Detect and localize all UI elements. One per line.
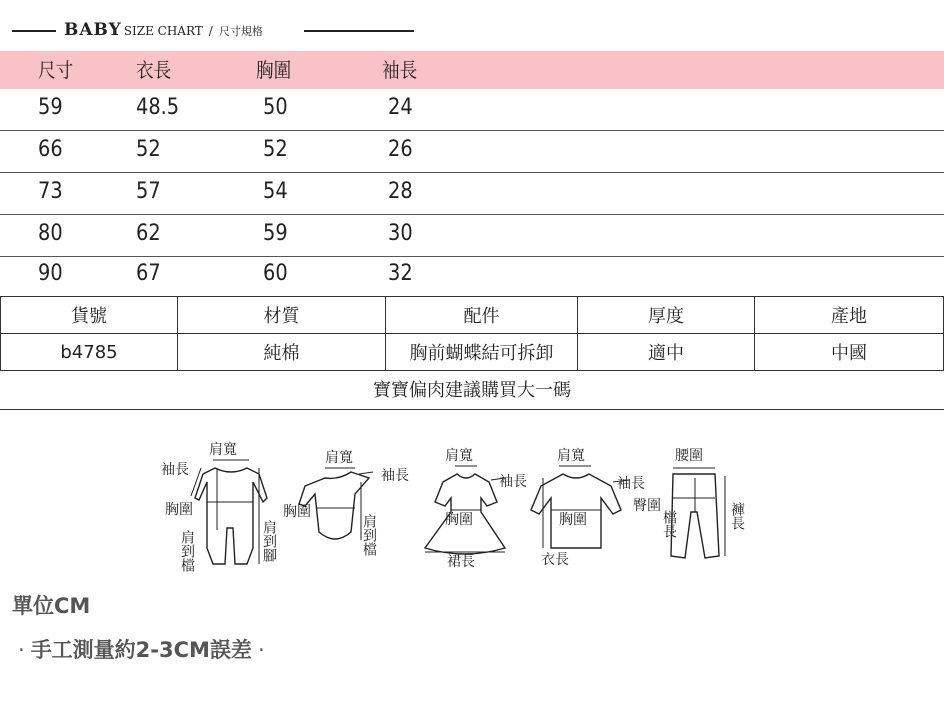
dress-shoulder-label: 肩寬 [445, 448, 473, 464]
header-baby: BABY [64, 20, 122, 40]
info-header-accessory: 配件 [386, 297, 578, 334]
top-sleeve-label: 袖長 [617, 476, 645, 492]
col-chest: 胸圍 [256, 58, 292, 82]
cell-size: 59 [38, 95, 63, 120]
bullet-dot-right: · [257, 638, 265, 662]
table-row [0, 215, 944, 257]
size-advice-note: 寶寶偏肉建議購買大一碼 [0, 372, 944, 410]
col-length: 衣長 [136, 58, 172, 82]
bodysuit-shoulder-crotch-label: 肩到檔 [361, 514, 377, 556]
info-header-origin: 產地 [755, 297, 944, 334]
dress-skirt-label: 裙長 [447, 554, 475, 570]
info-material: 純棉 [178, 334, 386, 371]
pants-hip-label: 臀圍 [633, 498, 661, 514]
bodysuit-shoulder-label: 肩寬 [325, 450, 353, 466]
info-header-material: 材質 [178, 297, 386, 334]
cell-chest: 59 [263, 221, 288, 246]
info-header-item-no: 貨號 [1, 297, 178, 334]
dress-chest-label: 胸圍 [445, 512, 473, 528]
table-row [0, 173, 944, 215]
info-accessory: 胸前蝴蝶結可拆卸 [386, 334, 578, 371]
size-table-header [0, 51, 944, 89]
cell-chest: 52 [263, 137, 288, 162]
header-title [64, 20, 263, 40]
info-thickness: 適中 [578, 334, 755, 371]
product-info-table [0, 296, 944, 371]
cell-sleeve: 32 [388, 261, 413, 286]
cell-sleeve: 28 [388, 179, 413, 204]
pants-figure [671, 468, 725, 558]
info-header-row [1, 297, 944, 334]
pants-waist-label: 腰圍 [675, 448, 703, 464]
error-text: 手工測量約2-3CM誤差 [30, 638, 252, 662]
cell-chest: 50 [263, 95, 288, 120]
bodysuit-sleeve-label: 袖長 [381, 468, 409, 484]
cell-length: 57 [136, 179, 161, 204]
info-origin: 中國 [755, 334, 944, 371]
romper-chest-label: 胸圍 [165, 502, 193, 518]
dress-figure [425, 466, 505, 554]
size-chart-header [12, 18, 432, 42]
romper-figure [191, 460, 267, 564]
measurement-error-note [12, 634, 271, 664]
romper-shoulder-foot-label: 肩到腳 [261, 520, 277, 562]
header-size-chart: SIZE CHART [123, 24, 203, 38]
cell-size: 73 [38, 179, 63, 204]
cell-chest: 54 [263, 179, 288, 204]
header-slash: / [208, 24, 213, 38]
romper-shoulder-label: 肩寬 [209, 442, 237, 458]
cell-length: 67 [136, 261, 161, 286]
header-rule-right [304, 30, 414, 32]
table-row [0, 131, 944, 173]
cell-size: 66 [38, 137, 63, 162]
cell-length: 62 [136, 221, 161, 246]
info-item-no: b4785 [1, 334, 178, 371]
col-sleeve: 袖長 [382, 58, 418, 82]
table-row [0, 255, 944, 295]
romper-shoulder-crotch-label: 肩到檔 [179, 530, 195, 572]
cell-sleeve: 24 [388, 95, 413, 120]
cell-chest: 60 [263, 261, 288, 286]
pants-crotch-label: 檔長 [661, 510, 677, 538]
info-value-row [1, 334, 944, 371]
table-row [0, 89, 944, 131]
info-header-thickness: 厚度 [578, 297, 755, 334]
cell-size: 90 [38, 261, 63, 286]
pants-length-label: 褲長 [729, 502, 745, 530]
header-cn-title: 尺寸規格 [218, 25, 263, 38]
cell-length: 48.5 [136, 95, 180, 120]
top-chest-label: 胸圍 [559, 512, 587, 528]
bodysuit-chest-label: 胸圍 [283, 504, 311, 520]
romper-sleeve-label: 袖長 [161, 462, 189, 478]
cell-length: 52 [136, 137, 161, 162]
top-length-label: 衣長 [541, 552, 569, 568]
unit-note: 單位CM [12, 594, 91, 618]
cell-sleeve: 30 [388, 221, 413, 246]
header-rule-left [12, 30, 56, 32]
cell-size: 80 [38, 221, 63, 246]
dress-sleeve-label: 袖長 [499, 474, 527, 490]
top-figure [531, 466, 629, 548]
top-shoulder-label: 肩寬 [557, 448, 585, 464]
cell-sleeve: 26 [388, 137, 413, 162]
col-size: 尺寸 [38, 58, 74, 82]
measurement-diagram [155, 438, 755, 578]
bullet-dot-left: · [18, 638, 25, 662]
